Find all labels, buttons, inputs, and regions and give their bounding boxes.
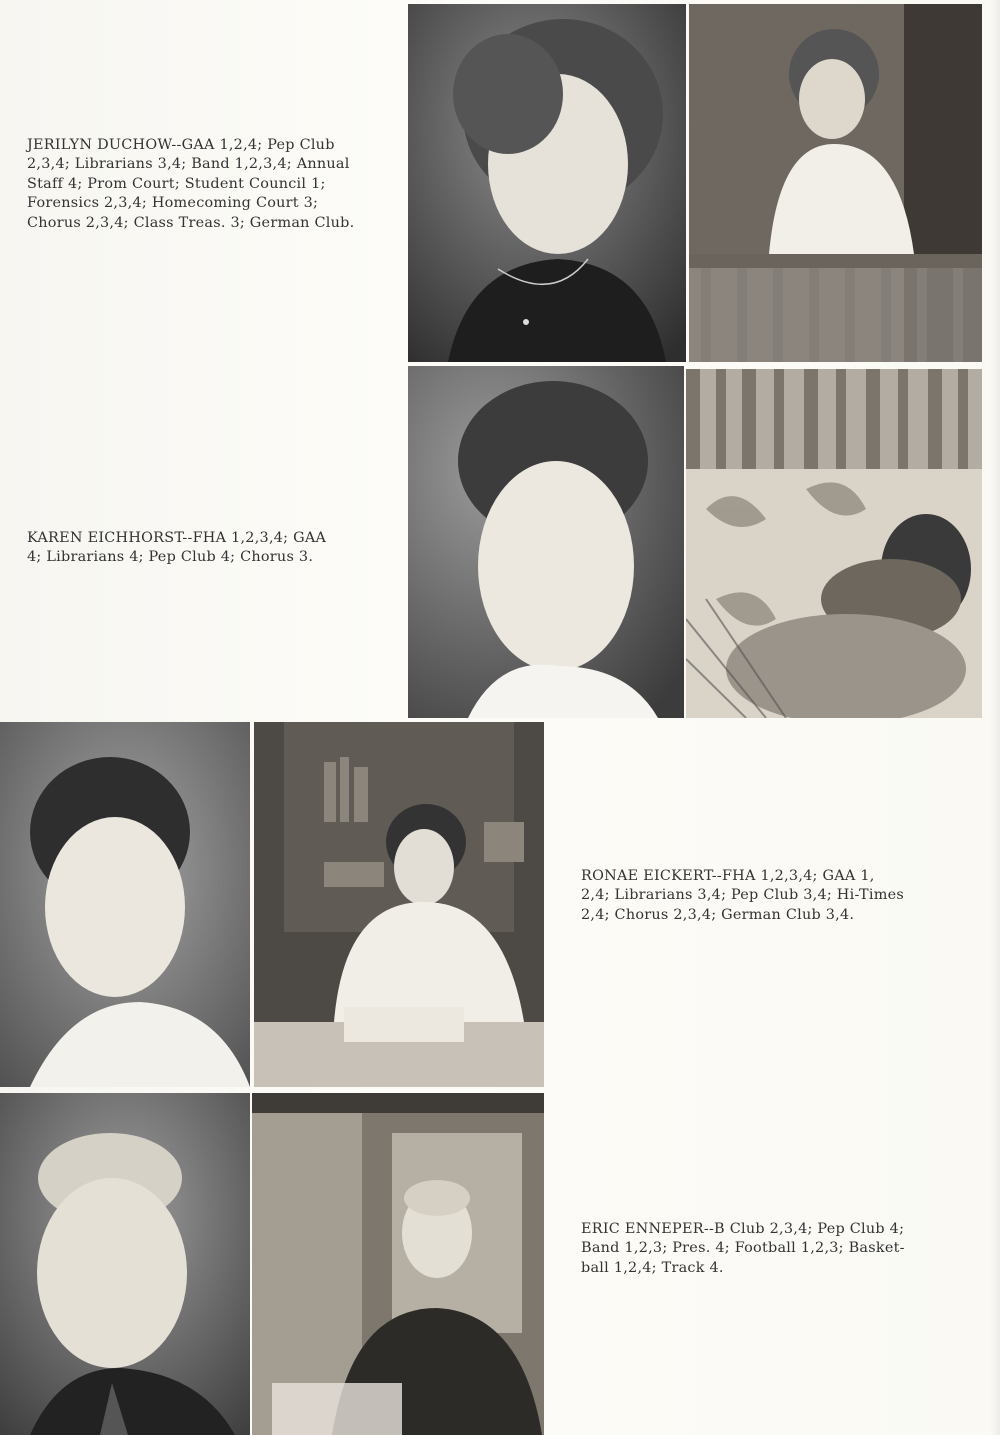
- candid-photo-jerilyn-duchow: [689, 4, 982, 362]
- portrait-photo-karen-eichhorst: [408, 366, 684, 718]
- portrait-photo-eric-enneper: [0, 1093, 250, 1435]
- page-edge-shadow: [990, 0, 1000, 1435]
- bio-eric-enneper: ERIC ENNEPER--B Club 2,3,4; Pep Club 4; Band 1,2,3; Pres. 4; Football 1,2,3; Basket- ball 1,2,4; Track 4.: [581, 1221, 905, 1276]
- candid-photo-eric-enneper: [252, 1093, 544, 1435]
- candid-photo-ronae-eickert: [254, 722, 544, 1087]
- portrait-photo-ronae-eickert: [0, 722, 250, 1087]
- portrait-photo-jerilyn-duchow: [408, 4, 686, 362]
- bio-karen-eichhorst: KAREN EICHHORST--FHA 1,2,3,4; GAA 4; Librarians 4; Pep Club 4; Chorus 3.: [27, 530, 327, 566]
- bio-jerilyn-duchow: JERILYN DUCHOW--GAA 1,2,4; Pep Club 2,3,4; Librarians 3,4; Band 1,2,3,4; Annual Staff 4; Prom Court; Student Council 1; Forensics 2,3,4; Homecoming Court 3; Chorus 2,3,4; Class Treas. 3; German Club.: [27, 137, 355, 231]
- bio-ronae-eickert: RONAE EICKERT--FHA 1,2,3,4; GAA 1, 2,4; Librarians 3,4; Pep Club 3,4; Hi-Times 2,4; Chorus 2,3,4; German Club 3,4.: [581, 868, 905, 923]
- candid-photo-karen-eichhorst: [686, 369, 982, 718]
